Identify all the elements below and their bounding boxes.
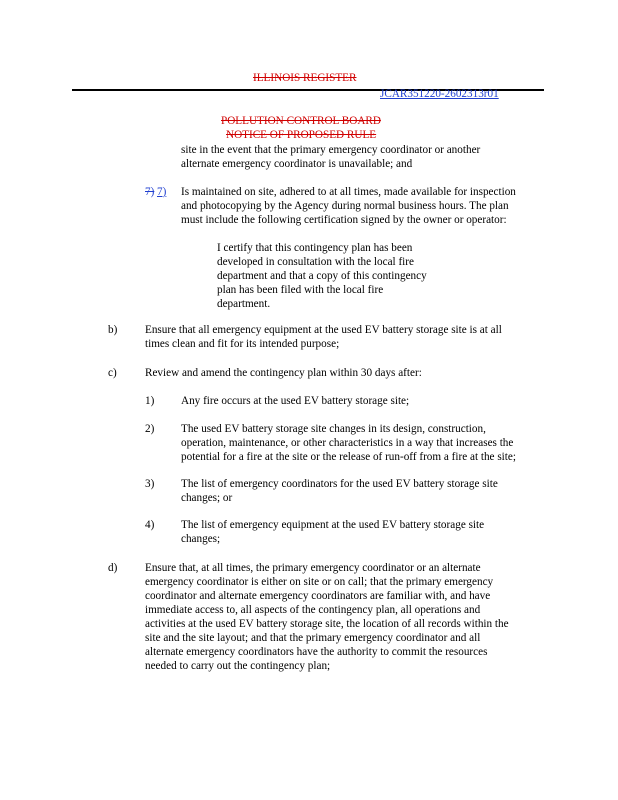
subitem-number: 3) (145, 478, 155, 490)
item7-line-3: must include the following certification signed by the owner or operator: (181, 214, 507, 226)
item-b-line: times clean and fit for its intended purpose; (145, 338, 340, 350)
item7-line-1: Is maintained on site, adhered to at all times, made available for inspection (181, 186, 516, 198)
item-b-line: Ensure that all emergency equipment at the used EV battery storage site is at all (145, 324, 502, 336)
certification-line: department. (217, 298, 271, 310)
certification-line: department and that a copy of this contingency (217, 270, 427, 282)
register-title: ILLINOIS REGISTER (253, 72, 357, 84)
board-title: POLLUTION CONTROL BOARD (221, 115, 381, 127)
item-d-line: emergency coordinator is either on site or on call; that the primary emergency (145, 576, 494, 588)
subitem-line: operation, maintenance, or other characteristics in a way that increases the (181, 437, 514, 449)
subitem-line: The list of emergency equipment at the used EV battery storage site (181, 519, 485, 531)
certification-line: developed in consultation with the local fire (217, 256, 414, 268)
item-d-line: activities at the used EV battery storage site, the location of all records within the (145, 618, 509, 630)
subitem-line: The used EV battery storage site changes in its design, construction, (181, 423, 486, 435)
item-d-line: alternate emergency coordinators have the authority to commit the resources (145, 646, 488, 658)
continuation-line-2: alternate emergency coordinator is unavailable; and (181, 158, 413, 170)
subitem-number: 1) (145, 395, 155, 407)
subitem-line: changes; (181, 533, 221, 545)
item-d-line: needed to carry out the contingency plan; (145, 660, 331, 672)
item-c-label: c) (108, 367, 117, 379)
item-d-label: d) (108, 562, 118, 574)
certification-line: I certify that this contingency plan has been (217, 242, 413, 254)
item7-old-number[interactable]: 7) (145, 186, 155, 198)
subitem-line: Any fire occurs at the used EV battery storage site; (181, 395, 410, 407)
certification-line: plan has been filed with the local fire (217, 284, 384, 296)
continuation-line-1: site in the event that the primary emergency coordinator or another (181, 144, 481, 156)
item-d-line: Ensure that, at all times, the primary emergency coordinator or an alternate (145, 562, 481, 574)
subitem-number: 2) (145, 423, 155, 435)
notice-title: NOTICE OF PROPOSED RULE (226, 129, 377, 141)
item-d-line: coordinator and alternate emergency coordinators are familiar with, and have (145, 590, 491, 602)
item-c-line: Review and amend the contingency plan within 30 days after: (145, 367, 422, 379)
item7-new-number[interactable]: 7) (157, 186, 167, 198)
subitem-number: 4) (145, 519, 155, 531)
item7-line-2: and photocopying by the Agency during normal business hours. The plan (181, 200, 509, 212)
jcar-code[interactable]: JCAR351220-2602313r01 (380, 88, 499, 100)
item-d-line: immediate access to, all aspects of the contingency plan, all operations and (145, 604, 481, 616)
subitem-line: changes; or (181, 492, 233, 504)
item-b-label: b) (108, 324, 118, 336)
item-d-line: site and the site layout; and that the primary emergency coordinator and all (145, 632, 481, 644)
subitem-line: potential for a fire at the site or the release of run-off from a fire at the site; (181, 451, 516, 463)
subitem-line: The list of emergency coordinators for the used EV battery storage site (181, 478, 498, 490)
